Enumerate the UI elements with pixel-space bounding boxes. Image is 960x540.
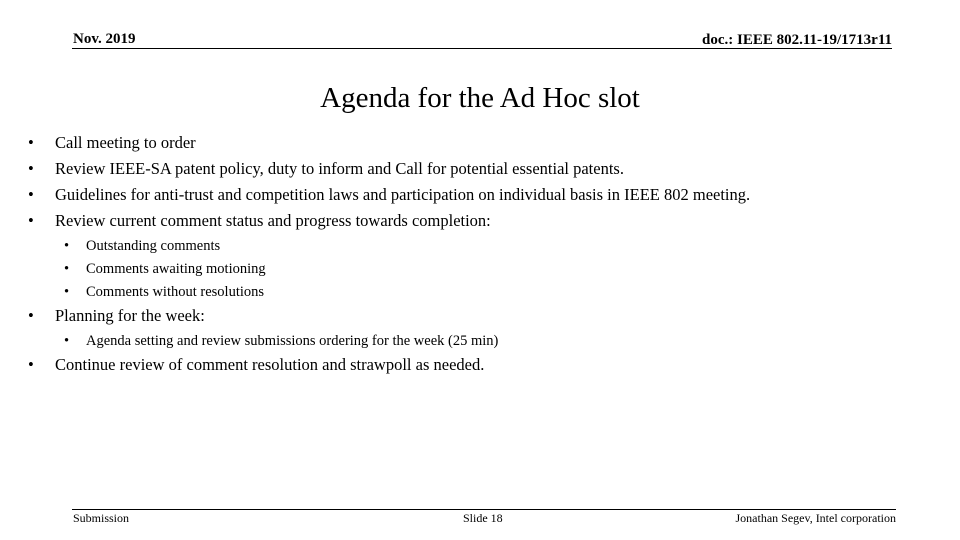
sub-item-awaiting-motioning — [64, 260, 266, 278]
agenda-item-text: Review current comment status and progress towards completion: — [55, 211, 491, 230]
footer-divider — [72, 509, 896, 510]
footer-slide-number: Slide 18 — [463, 511, 503, 525]
agenda-item-call-to-order — [28, 133, 196, 153]
agenda-item-text: Continue review of comment resolution and strawpoll as needed. — [55, 355, 485, 374]
sub-item-text: Agenda setting and review submissions ordering for the week (25 min) — [86, 333, 499, 349]
bullet-icon: • — [64, 284, 70, 300]
footer-submission: Submission — [73, 511, 130, 525]
bullet-icon: • — [28, 211, 34, 230]
agenda-item-continue-review — [28, 355, 484, 375]
sub-item-text: Outstanding comments — [86, 238, 221, 254]
agenda-item-text: Guidelines for anti-trust and competition laws and participation on individual basis in IEEE 802 meeting. — [55, 185, 751, 204]
bullet-icon: • — [64, 261, 70, 277]
sub-item-outstanding — [64, 237, 220, 255]
bullet-icon: • — [64, 238, 70, 254]
agenda-item-text: Call meeting to order — [55, 133, 196, 152]
header-document-id: doc.: IEEE 802.11-19/1713r11 — [701, 32, 892, 48]
slide-title: Agenda for the Ad Hoc slot — [320, 82, 640, 114]
agenda-item-comment-status — [28, 211, 491, 231]
bullet-icon: • — [28, 133, 34, 152]
agenda-item-anti-trust — [28, 185, 750, 205]
sub-item-text: Comments without resolutions — [86, 284, 265, 300]
sub-item-without-resolutions — [64, 283, 264, 301]
bullet-icon: • — [64, 333, 70, 349]
agenda-item-text: Review IEEE-SA patent policy, duty to inform and Call for potential essential patents. — [55, 159, 624, 178]
bullet-icon: • — [28, 159, 34, 178]
agenda-item-planning — [28, 306, 205, 326]
bullet-icon: • — [28, 185, 34, 204]
sub-item-agenda-setting — [64, 332, 498, 350]
sub-item-text: Comments awaiting motioning — [86, 261, 266, 277]
agenda-item-text: Planning for the week: — [55, 306, 205, 325]
agenda-item-patent-policy — [28, 159, 624, 179]
bullet-icon: • — [28, 355, 34, 374]
header-date: Nov. 2019 — [73, 31, 136, 47]
bullet-icon: • — [28, 306, 34, 325]
footer-author: Jonathan Segev, Intel corporation — [735, 511, 896, 525]
header-divider — [72, 48, 892, 49]
